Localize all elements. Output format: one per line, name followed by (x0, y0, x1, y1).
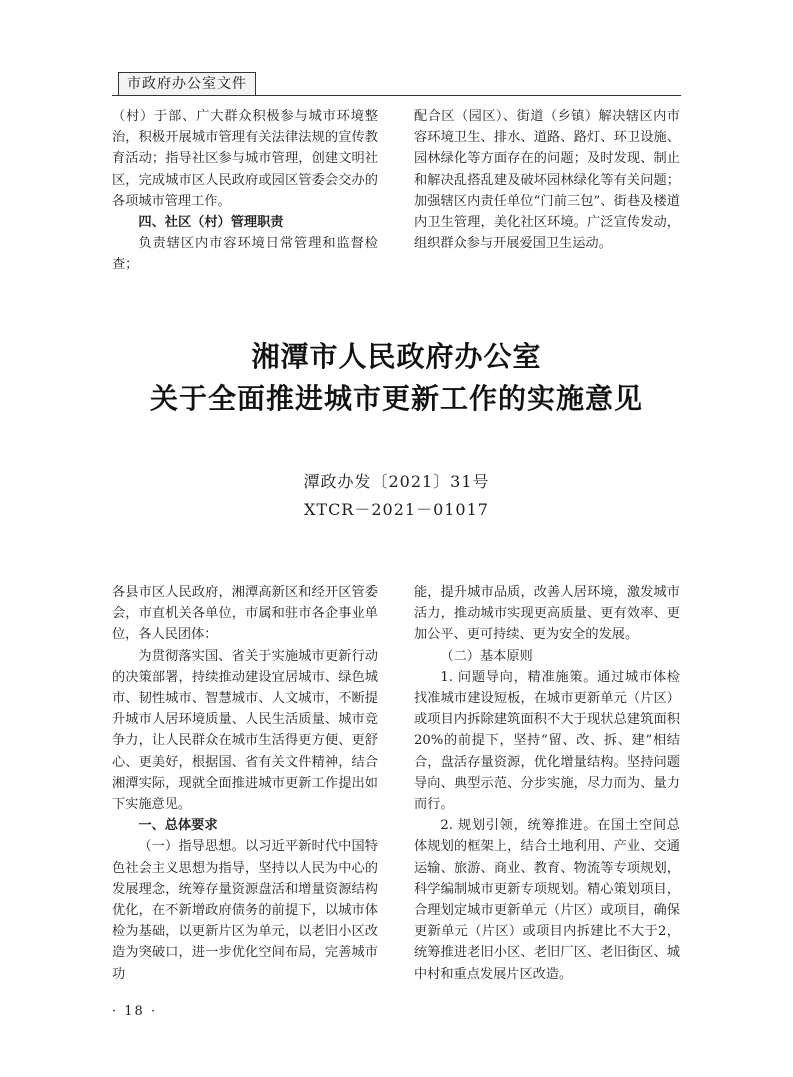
section-header-label: 市政府办公室文件 (118, 72, 256, 96)
top-left-column (112, 106, 378, 276)
salutation: 各县市区人民政府，湘潭高新区和经开区管委会，市直机关各单位，市属和驻市各企事业单位，各人民团体： (112, 585, 378, 643)
paragraph: 为贯彻落实国、省关于实施城市更新行动的决策部署，持续推动建设宜居城市、绿色城市、韧性城市、智慧城市、人文城市，不断提升城市人居环境质量、人民生活质量、城市竞争力，让人民群众在城市生活得更方便、更舒心、更美好，根据国、省有关文件精神，结合湘潭实际，现就全面推进城市更新工作提出如下实施意见。 (112, 648, 378, 813)
document-title (0, 336, 793, 420)
header-divider (112, 95, 681, 96)
body-left-column (112, 582, 378, 985)
paragraph: 2. 规划引领，统筹推进。在国土空间总体规划的框架上，结合土地利用、产业、交通运输、旅游、商业、教育、物流等专项规划，科学编制城市更新专项规划。精心策划项目，合理划定城市更新单元（片区）或项目，确保更新单元（片区）或项目内拆建比不大于2，统筹推进老旧小区、老旧厂区、老旧街区、城中村和重点发展片区改造。 (414, 818, 680, 982)
title-line-2: 关于全面推进城市更新工作的实施意见 (149, 382, 643, 415)
title-line-1: 湘潭市人民政府办公室 (251, 340, 542, 373)
top-right-column (414, 106, 680, 254)
paragraph: 配合区（园区）、街道（乡镇）解决辖区内市容环境卫生、排水、道路、路灯、环卫设施、园林绿化等方面存在的问题；及时发现、制止和解决乱搭乱建及破坏园林绿化等有关问题；加强辖区内责任单位“门前三包”、街巷及楼道内卫生管理，美化社区环境。广泛宣传发动，组织群众参与开展爱国卫生运动。 (414, 109, 680, 252)
document-number: 潭政办发〔2021〕31号 (303, 472, 490, 491)
paragraph: 负责辖区内市容环境日常管理和监督检查； (112, 236, 378, 273)
body-right-column (414, 582, 680, 985)
paragraph: 能，提升城市品质，改善人居环境，激发城市活力，推动城市实现更高质量、更有效率、更加公平、更可持续、更为安全的发展。 (414, 585, 680, 643)
paragraph: （村）于部、广大群众积极参与城市环境整治，积极开展城市管理有关法律法规的宣传教育活动；指导社区参与城市管理，创建文明社区，完成城市区人民政府或园区管委会交办的各项城市管理工作。 (112, 109, 378, 209)
section-heading: 一、总体要求 (138, 818, 218, 834)
page-number: · 18 · (112, 1004, 158, 1019)
document-number-block (0, 468, 793, 524)
paragraph: 1. 问题导向，精准施策。通过城市体检找准城市建设短板，在城市更新单元（片区）或项目内拆除建筑面积不大于现状总建筑面积20%的前提下，坚持“留、改、拆、建”相结合，盘活存量资源，优化增量结构。坚持问题导向、典型示范、分步实施，尽力而为、量力而行。 (414, 669, 680, 813)
subsection-heading: （二）基本原则 (440, 648, 533, 664)
section-heading: 四、社区（村）管理职责 (138, 215, 284, 231)
document-code: XTCR－2021－01017 (304, 500, 489, 519)
paragraph: （一）指导思想。以习近平新时代中国特色社会主义思想为指导，坚持以人民为中心的发展理念，统筹存量资源盘活和增量资源结构优化，在不新增政府债务的前提下，以城市体检为基础，以更新片区为单元，以老旧小区改造为突破口，进一步优化空间布局，完善城市功 (112, 839, 378, 982)
